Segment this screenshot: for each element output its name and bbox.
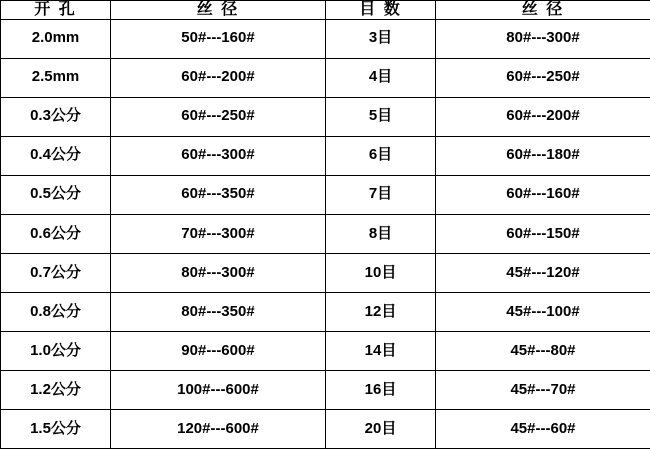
cell-wire-diameter-1: 120#---600#: [111, 409, 326, 448]
table-row: [1, 136, 650, 175]
cell-wire-diameter-2: 45#---120#: [436, 253, 650, 292]
table-row: [1, 331, 650, 370]
cell-wire-diameter-2: 80#---300#: [436, 19, 650, 58]
cell-open-size: 0.3公分: [1, 97, 111, 136]
table-row: [1, 292, 650, 331]
cell-wire-diameter-2: 60#---150#: [436, 214, 650, 253]
cell-mesh-count: 16目: [326, 370, 436, 409]
table-row: [1, 58, 650, 97]
cell-open-size: 0.8公分: [1, 292, 111, 331]
cell-wire-diameter-2: 45#---100#: [436, 292, 650, 331]
table-row: [1, 175, 650, 214]
table-row: [1, 214, 650, 253]
column-header-wire-diameter-1: 丝 径: [111, 1, 326, 20]
cell-mesh-count: 10目: [326, 253, 436, 292]
cell-wire-diameter-2: 60#---160#: [436, 175, 650, 214]
cell-mesh-count: 3目: [326, 19, 436, 58]
cell-open-size: 1.0公分: [1, 331, 111, 370]
cell-mesh-count: 6目: [326, 136, 436, 175]
cell-open-size: 0.5公分: [1, 175, 111, 214]
cell-wire-diameter-1: 90#---600#: [111, 331, 326, 370]
column-header-open-size: 开 孔: [1, 1, 111, 20]
cell-open-size: 0.6公分: [1, 214, 111, 253]
cell-wire-diameter-2: 60#---250#: [436, 58, 650, 97]
cell-open-size: 2.5mm: [1, 58, 111, 97]
cell-wire-diameter-1: 80#---300#: [111, 253, 326, 292]
cell-open-size: 2.0mm: [1, 19, 111, 58]
cell-mesh-count: 14目: [326, 331, 436, 370]
table-header-row: [1, 1, 650, 20]
cell-mesh-count: 7目: [326, 175, 436, 214]
cell-wire-diameter-1: 60#---300#: [111, 136, 326, 175]
cell-mesh-count: 20目: [326, 409, 436, 448]
cell-wire-diameter-2: 45#---70#: [436, 370, 650, 409]
cell-wire-diameter-1: 80#---350#: [111, 292, 326, 331]
cell-wire-diameter-1: 60#---350#: [111, 175, 326, 214]
table-row: [1, 19, 650, 58]
column-header-wire-diameter-2: 丝 径: [436, 1, 650, 20]
cell-wire-diameter-1: 60#---200#: [111, 58, 326, 97]
cell-wire-diameter-1: 70#---300#: [111, 214, 326, 253]
cell-open-size: 1.5公分: [1, 409, 111, 448]
cell-open-size: 0.7公分: [1, 253, 111, 292]
cell-wire-diameter-1: 60#---250#: [111, 97, 326, 136]
cell-open-size: 1.2公分: [1, 370, 111, 409]
cell-wire-diameter-1: 50#---160#: [111, 19, 326, 58]
cell-mesh-count: 8目: [326, 214, 436, 253]
cell-mesh-count: 5目: [326, 97, 436, 136]
table-row: [1, 253, 650, 292]
table-row: [1, 409, 650, 448]
cell-wire-diameter-2: 45#---80#: [436, 331, 650, 370]
cell-wire-diameter-2: 60#---180#: [436, 136, 650, 175]
cell-wire-diameter-1: 100#---600#: [111, 370, 326, 409]
cell-wire-diameter-2: 60#---200#: [436, 97, 650, 136]
table-row: [1, 97, 650, 136]
cell-mesh-count: 12目: [326, 292, 436, 331]
table-row: [1, 370, 650, 409]
cell-open-size: 0.4公分: [1, 136, 111, 175]
cell-wire-diameter-2: 45#---60#: [436, 409, 650, 448]
column-header-mesh-count: 目 数: [326, 1, 436, 20]
cell-mesh-count: 4目: [326, 58, 436, 97]
